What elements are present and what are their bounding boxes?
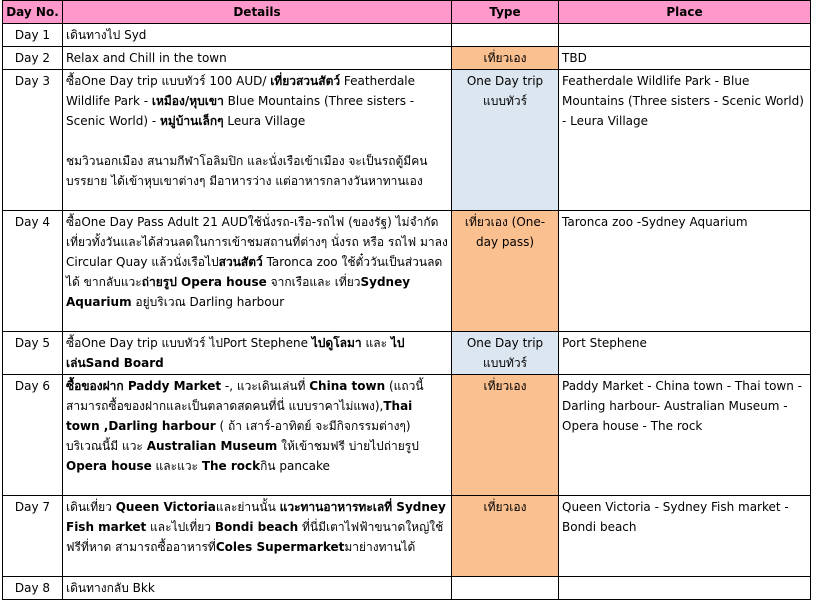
itinerary-table: [2, 0, 811, 600]
details-text: เดินทางไป Syd: [66, 28, 147, 42]
details-text: Relax and Chill in the town: [66, 51, 227, 65]
itinerary-body: [3, 24, 811, 600]
details-bold-text: The rock: [201, 459, 261, 473]
table-row: [3, 70, 811, 211]
table-row: [3, 577, 811, 600]
details-text: อยู่บริเวณ Darling harbour: [131, 295, 285, 309]
details-text: เดินเที่ยว: [66, 500, 116, 514]
header-type: Type: [452, 1, 559, 24]
day-cell[interactable]: Day 5: [3, 332, 63, 375]
details-bold-text: ไปดูโลมา: [311, 336, 362, 350]
details-cell[interactable]: [63, 577, 452, 600]
details-bold-text: สวนสัตว์: [218, 255, 263, 269]
details-text: กิน pancake: [260, 459, 330, 473]
type-cell[interactable]: เที่ยวเอง: [452, 47, 559, 70]
details-text: ( ถ้า เสาร์-อาทิตย์ จะมีกิจกรรมต่างๆ) บริเวณนี้มี แวะ: [66, 419, 411, 453]
details-text: Leura Village: [223, 114, 306, 128]
details-text: ชมวิวนอกเมือง สนามกีฬาโอลิมปิก และนั่งเรือเข้าเมือง จะเป็นรถตู้มีคนบรรยาย ได้เข้าหุบเขาต่างๆ มีอาหารว่าง แต่อาหารกลางวันหาทานเอง: [66, 154, 428, 188]
details-bold-text: ซื้อของฝาก Paddy Market: [66, 379, 222, 393]
details-text: และ: [361, 336, 391, 350]
details-text: Taronca zoo ใช้ตั๋ววันเป็นส่วนลดได้ ขากลับแวะ: [66, 255, 443, 289]
header-day: Day No.: [3, 1, 63, 24]
details-text: (แถวนี้สามารถซื้อของฝากและเป็นตลาดสดคนที่นี่ แบบราคาไม่แพง),: [66, 379, 424, 413]
details-text: Blue Mountains (Three sisters - Scenic World) -: [66, 94, 415, 128]
type-cell[interactable]: เที่ยวเอง (One-day pass): [452, 211, 559, 332]
details-bold-text: ไปเล่นSand Board: [66, 336, 405, 370]
details-text: มาย่างทานได้: [344, 540, 416, 554]
type-cell[interactable]: [452, 577, 559, 600]
details-bold-text: Queen Victoria: [115, 500, 216, 514]
day-cell[interactable]: Day 8: [3, 577, 63, 600]
header-row: [3, 1, 811, 24]
details-bold-text: Sydney Aquarium: [66, 275, 411, 309]
details-bold-text: Bondi beach: [214, 520, 299, 534]
place-cell[interactable]: Taronca zoo -Sydney Aquarium: [559, 211, 811, 332]
place-cell[interactable]: Paddy Market - China town - Thai town - Darling harbour- Australian Museum - Opera house - The rock: [559, 375, 811, 496]
details-bold-text: แวะทานอาหารทะเลที่ Sydney Fish market: [66, 500, 446, 534]
details-cell[interactable]: [63, 70, 452, 211]
details-bold-text: Coles Supermarket: [215, 540, 345, 554]
details-text: Featherdale Wildlife Park -: [66, 74, 416, 108]
day-cell[interactable]: Day 2: [3, 47, 63, 70]
day-cell[interactable]: Day 7: [3, 496, 63, 577]
details-bold-text: ถ่ายรูป Opera house: [141, 275, 267, 289]
details-bold-text: เหมือง/หุบเขา: [151, 94, 224, 108]
type-cell[interactable]: เที่ยวเอง: [452, 375, 559, 496]
place-cell[interactable]: [559, 577, 811, 600]
details-text: และแวะ: [151, 459, 202, 473]
details-cell[interactable]: [63, 496, 452, 577]
place-cell[interactable]: Queen Victoria - Sydney Fish market - Bondi beach: [559, 496, 811, 577]
day-cell[interactable]: Day 6: [3, 375, 63, 496]
details-bold-text: Thai town ,Darling harbour: [66, 399, 413, 433]
place-cell[interactable]: Featherdale Wildlife Park - Blue Mountains (Three sisters - Scenic World) - Leura Village: [559, 70, 811, 211]
details-text: ที่นี่มีเตาไฟฟ้าขนาดใหญ่ใช้ฟรีที่หาด สามารถซื้ออาหารที่: [66, 520, 444, 554]
type-cell[interactable]: [452, 24, 559, 47]
place-cell[interactable]: Port Stephene: [559, 332, 811, 375]
details-text: เดินทางกลับ Bkk: [66, 581, 155, 595]
day-cell[interactable]: Day 3: [3, 70, 63, 211]
details-text: ซื้อOne Day Pass Adult 21 AUDใช้นั่งรถ-เรือ-รถไฟ (ของรัฐ) ไม่จำกัดเที่ยวทั้งวันและได้ส่วนลดในการเข้าชมสถานที่ต่างๆ นั่งรถ หรือ รถไฟ มาลง Circular Quay แล้วนั่งเรือไป: [66, 215, 448, 269]
table-row: [3, 24, 811, 47]
details-text: และย่านนั้น: [215, 500, 280, 514]
details-cell[interactable]: [63, 375, 452, 496]
details-bold-text: Opera house: [66, 459, 152, 473]
type-cell[interactable]: เที่ยวเอง: [452, 496, 559, 577]
details-bold-text: หมู่บ้านเล็กๆ: [159, 114, 224, 128]
details-text: และไปเที่ยว: [146, 520, 215, 534]
details-text: -, แวะเดินเล่นที่: [221, 379, 310, 393]
details-text: ซื้อOne Day trip แบบทัวร์ 100 AUD/: [66, 74, 271, 88]
day-cell[interactable]: Day 4: [3, 211, 63, 332]
details-bold-text: เที่ยวสวนสัตว์: [270, 74, 341, 88]
details-bold-text: Australian Museum: [146, 439, 278, 453]
place-cell[interactable]: TBD: [559, 47, 811, 70]
type-cell[interactable]: One Day trip แบบทัวร์: [452, 70, 559, 211]
header-place: Place: [559, 1, 811, 24]
day-cell[interactable]: Day 1: [3, 24, 63, 47]
details-text: ซื้อOne Day trip แบบทัวร์ ไปPort Stephene: [66, 336, 312, 350]
table-row: [3, 47, 811, 70]
details-cell[interactable]: [63, 24, 452, 47]
table-row: [3, 375, 811, 496]
details-cell[interactable]: [63, 332, 452, 375]
table-row: [3, 496, 811, 577]
details-text: ให้เข้าชมฟรี บ่ายไปถ่ายรูป: [277, 439, 419, 453]
details-text: จากเรือและ เที่ยว: [266, 275, 361, 289]
table-row: [3, 211, 811, 332]
place-cell[interactable]: [559, 24, 811, 47]
details-cell[interactable]: [63, 211, 452, 332]
header-details: Details: [63, 1, 452, 24]
table-row: [3, 332, 811, 375]
details-cell[interactable]: [63, 47, 452, 70]
details-bold-text: China town: [309, 379, 386, 393]
type-cell[interactable]: One Day trip แบบทัวร์: [452, 332, 559, 375]
